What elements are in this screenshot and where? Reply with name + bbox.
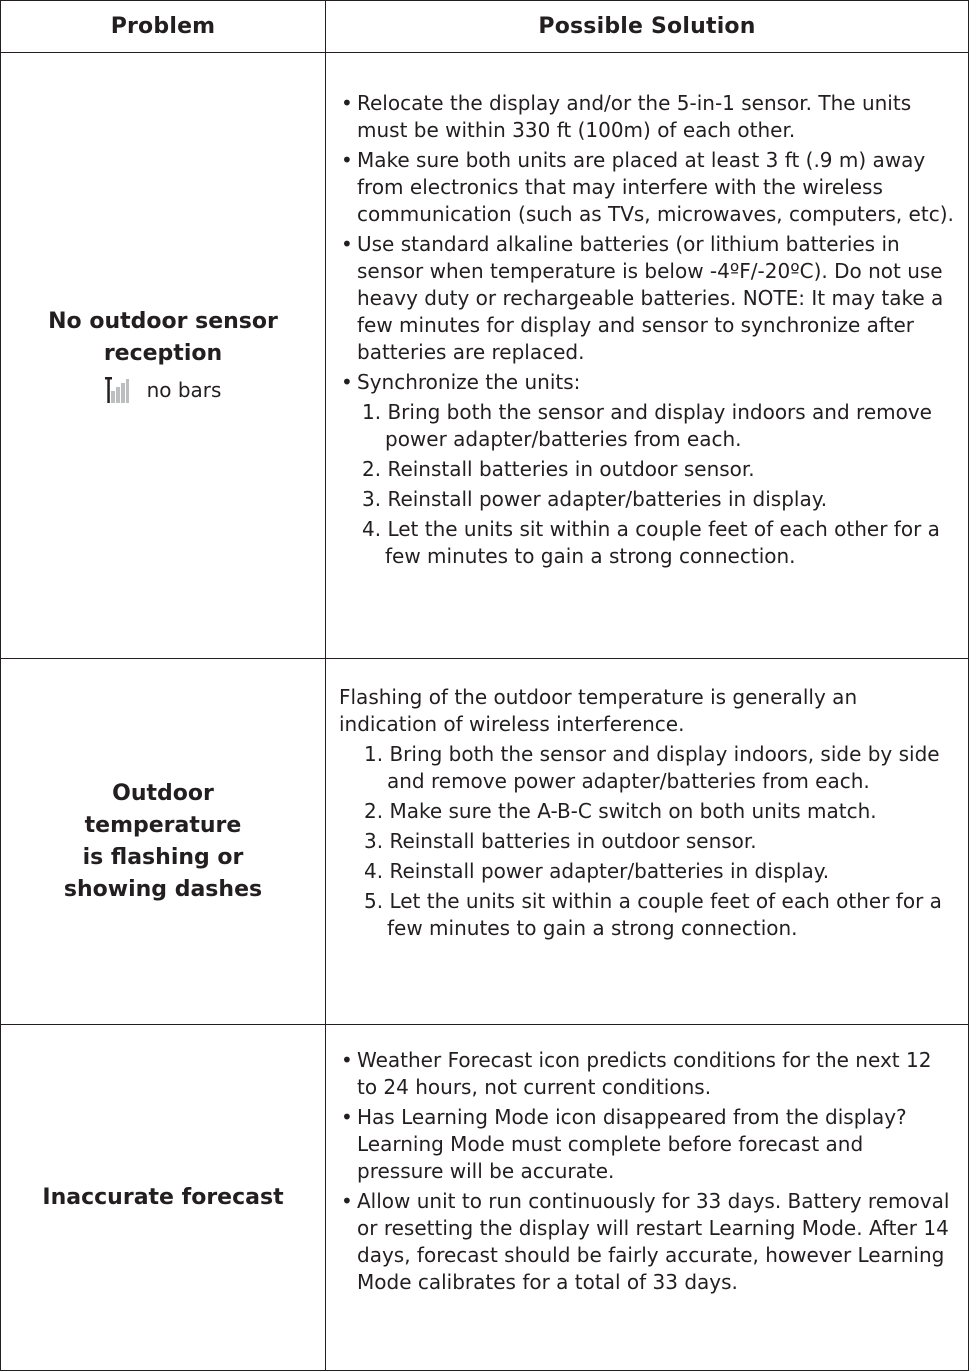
problem-label: No outdoor sensor — [48, 308, 278, 334]
step-item: 1. Bring both the sensor and display indoors, side by side and remove power adapter/batteries from each. — [364, 742, 940, 793]
intro-text: Flashing of the outdoor temperature is generally an indication of wireless interference. — [339, 685, 858, 736]
signal-indicator — [105, 374, 222, 406]
step-item: 2. Reinstall batteries in outdoor sensor. — [362, 457, 755, 481]
list-item: • Allow unit to run continuously for 33 days. Battery removal or resetting the display will restart Learning Mode. After 14 days, forecast should be fairly accurate, however Learning Mode calibrates for a total of 33 days. — [337, 1188, 954, 1296]
step-item: 1. Bring both the sensor and display indoors and remove power adapter/batteries from each. — [362, 400, 932, 451]
signal-label: no bars — [146, 377, 222, 402]
step-item: 5. Let the units sit within a couple feet of each other for a few minutes to gain a strong connection. — [364, 889, 942, 940]
list-item: • Has Learning Mode icon disappeared from the display? Learning Mode must complete before forecast and pressure will be accurate. — [337, 1104, 954, 1185]
solution-cell-2 — [339, 684, 954, 945]
antenna-no-bars-icon — [105, 375, 129, 405]
step-item: 4. Reinstall power adapter/batteries in display. — [364, 859, 830, 883]
solution-cell-3 — [337, 1047, 954, 1299]
problem-label: temperature — [84, 812, 242, 838]
list-item: • Relocate the display and/or the 5-in-1 sensor. The units must be within 330 ft (100m) of each other. — [337, 90, 954, 144]
list-item: • Synchronize the units: — [337, 369, 954, 396]
step-item: 3. Reinstall batteries in outdoor sensor. — [364, 829, 757, 853]
problem-cell-3 — [1, 1025, 325, 1370]
problem-label: Inaccurate forecast — [42, 1184, 284, 1210]
problem-cell-2 — [1, 659, 325, 1024]
solution-cell-1 — [337, 90, 954, 573]
problem-label: showing dashes — [63, 876, 263, 902]
problem-label: reception — [103, 340, 223, 366]
list-item: • Make sure both units are placed at least 3 ft (.9 m) away from electronics that may interfere with the wireless communication (such as TVs, microwaves, computers, etc). — [337, 147, 954, 228]
step-item: 4. Let the units sit within a couple feet of each other for a few minutes to gain a strong connection. — [362, 517, 940, 568]
list-item: • Weather Forecast icon predicts conditions for the next 12 to 24 hours, not current conditions. — [337, 1047, 954, 1101]
list-item: • Use standard alkaline batteries (or lithium batteries in sensor when temperature is below -4ºF/-20ºC). Do not use heavy duty or rechargeable batteries. NOTE: It may take a few minutes for display and sensor to synchronize after batteries are replaced. — [337, 231, 954, 366]
column-divider — [325, 1, 326, 1370]
problem-label: Outdoor — [112, 780, 214, 806]
problem-label: is flashing or — [82, 844, 244, 870]
header-solution: Possible Solution — [538, 14, 756, 39]
step-item: 2. Make sure the A-B-C switch on both units match. — [364, 799, 877, 823]
step-item: 3. Reinstall power adapter/batteries in display. — [362, 487, 828, 511]
problem-cell-1 — [1, 53, 325, 658]
header-problem: Problem — [110, 14, 216, 39]
